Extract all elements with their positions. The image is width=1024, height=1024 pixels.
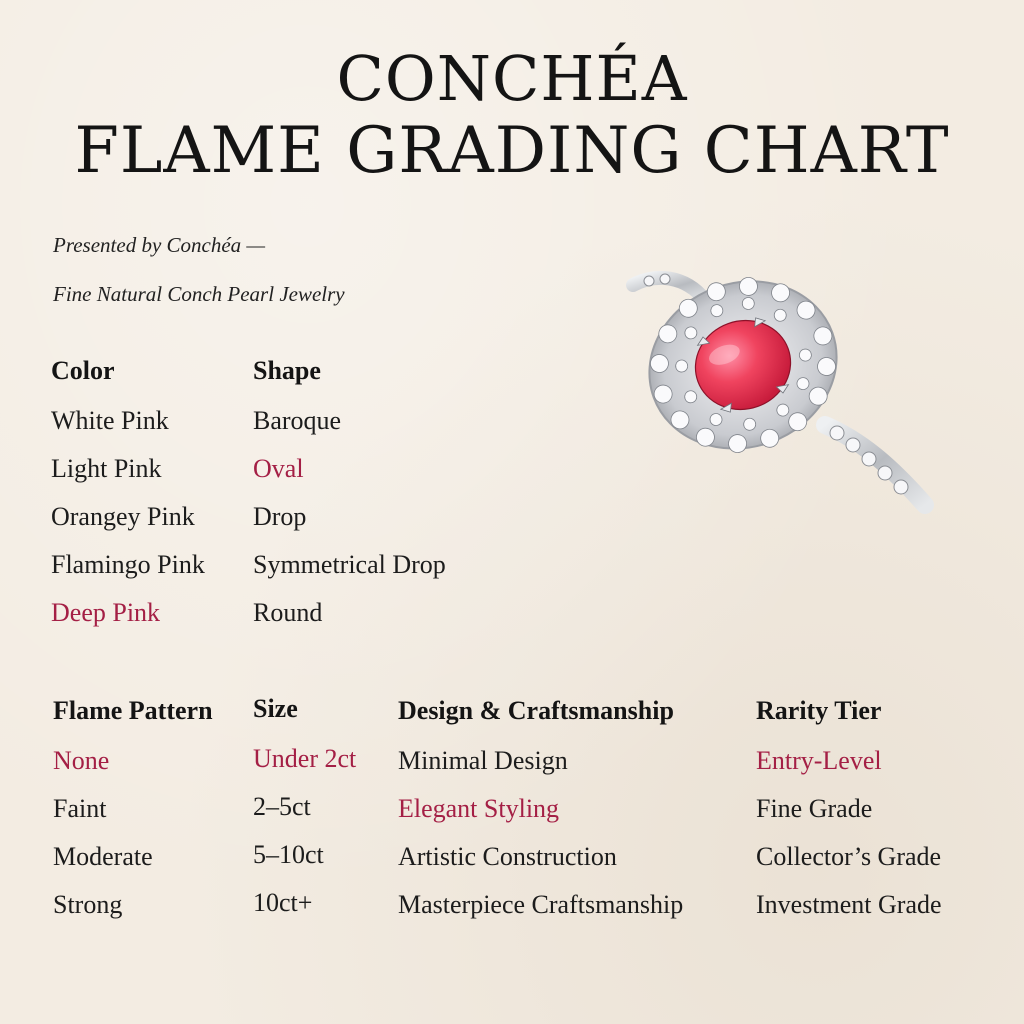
size-heading: Size [253,694,298,723]
list-item: Round [253,598,323,627]
shape-column [253,356,446,644]
list-item: Faint [53,794,107,823]
list-item: Minimal Design [398,746,568,775]
shape-list [253,404,446,644]
color-column [51,356,205,644]
subtitle-tagline: Fine Natural Conch Pearl Jewelry [53,282,345,306]
list-item: Under 2ct [253,744,357,773]
list-item: 10ct+ [253,888,313,917]
list-item: Strong [53,890,123,919]
shape-heading: Shape [253,356,321,385]
rarity-list [756,744,942,936]
list-item: 2–5ct [253,792,311,821]
color-list [51,404,205,644]
design-column [398,696,683,936]
rarity-column [756,696,942,936]
title-chart: FLAME GRADING CHART [74,114,950,188]
list-item: Moderate [53,842,153,871]
list-item: Drop [253,502,307,531]
size-column [253,694,356,934]
title-brand: CONCHÉA [336,42,688,115]
list-item: Collector’s Grade [756,842,942,871]
list-item: Entry-Level [756,746,882,775]
list-item: Orangey Pink [51,502,195,531]
rarity-heading: Rarity Tier [756,696,882,725]
list-item: Elegant Styling [398,794,560,823]
list-item: Artistic Construction [398,842,617,871]
color-heading: Color [51,356,115,385]
list-item: Baroque [253,406,342,435]
flame-pattern-list [53,744,213,936]
subtitle-presented-by: Presented by Conchéa — [53,233,266,257]
list-item: Deep Pink [51,598,161,627]
list-item: Symmetrical Drop [253,550,446,579]
flame-pattern-heading: Flame Pattern [53,696,213,725]
list-item: Masterpiece Craftsmanship [398,890,684,919]
design-heading: Design & Craftsmanship [398,696,674,725]
flame-pattern-column [53,696,213,936]
design-list [398,744,683,936]
list-item: Fine Grade [756,794,873,823]
list-item: Oval [253,454,304,483]
list-item: Flamingo Pink [51,550,205,579]
list-item: Investment Grade [756,890,942,919]
list-item: White Pink [51,406,169,435]
list-item: None [53,746,110,775]
list-item: Light Pink [51,454,162,483]
conch-pearl-ring-image [625,265,935,535]
list-item: 5–10ct [253,840,324,869]
size-list [253,742,356,934]
